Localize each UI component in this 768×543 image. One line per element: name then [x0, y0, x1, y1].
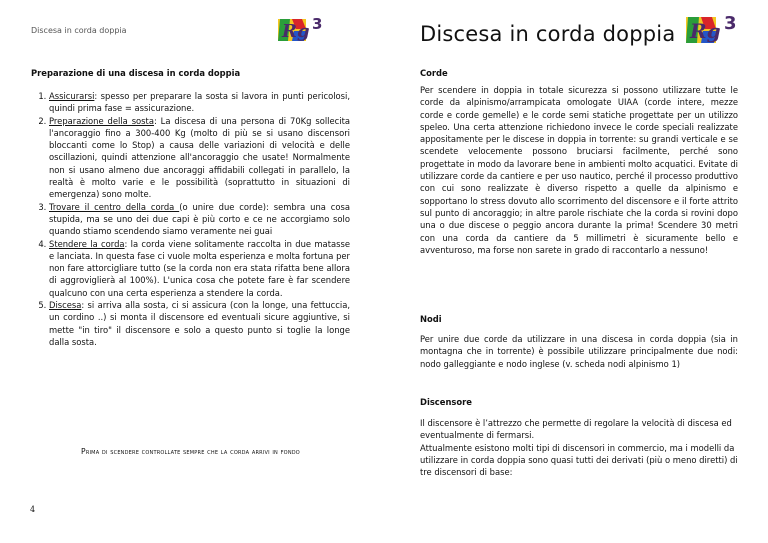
- warning-note: Prima di scendere controllate sempre che la corda arrivi in fondo: [81, 447, 300, 456]
- steps-list: [32, 90, 350, 348]
- logo-number: 3: [724, 13, 737, 34]
- logo-icon: [276, 15, 338, 45]
- svg-text:Rg: Rg: [690, 19, 721, 43]
- step-term: Stendere la corda: [49, 238, 125, 249]
- step-text: : la corda viene solitamente raccolta in due matasse e lanciata. In questa fase ci vuole molta esperienza e molta fortuna per non fare attorcigliare tutto (se la corda non era stata rifatta bene allora di aggroviglierà al 100%). L'unica cosa che potete fare è far scendere qualcuno con una certa esperienza a stendere la corda.: [49, 238, 350, 298]
- steps-block: [32, 90, 350, 348]
- step-term: Assicurarsi: [49, 91, 95, 101]
- logo-number: 3: [312, 15, 323, 33]
- discensore-text-1: Il discensore è l’attrezzo che permette di regolare la velocità di discesa ed eventualmente di fermarsi.: [420, 418, 732, 441]
- corde-text: Per scendere in doppia in totale sicurezza si possono utilizzare tutte le corde da alpinismo/arrampicata omologate UIAA (corde intere, mezze corde e corde gemelle) e le corde semi statiche progettate per un utilizzo speleo. Una certa attenzione richiedono invece le corde speciali realizzate appositamente per le discese in doppia in torrente: su grandi verticale e se scendete velocemente possono bruciarsi facilmente, perché sono progettate in modo da lavorare bene in ambienti molto acquatici. Evitate di utilizzare corde da cantiere e per uso nautico, perché il processo produttivo con cui sono realizzate è diverso rispetto a quelle da alpinismo e sopportano lo stress dovuto allo scorrimento del discensore e il forte attrito sul punto di ancoraggio; in altre parole rischiate che la corda si rovini dopo una o due discese o peggio ancora durante la prima! Scendere 30 metri con una corda da cantiere da 5 millimetri è sicuramente bello e avventuroso, ma forse non sarete in grado di raccontarlo a nessuno!: [420, 85, 738, 255]
- discensore-paragraph: [420, 417, 738, 478]
- step-text: : spesso per preparare la sosta si lavora in punti pericolosi, quindi prima fase = assicurazione.: [49, 91, 350, 114]
- page-number: 4: [30, 505, 36, 514]
- step-text: (o unire due corde): sembra una cosa stupida, ma se uno dei due capi è più corto e ce ne accorgiamo solo quando stiamo scendendo siamo veramente nei guai: [49, 201, 350, 237]
- step-term: Preparazione della sosta: [49, 115, 154, 126]
- left-running-header: Discesa in corda doppia: [31, 26, 127, 35]
- section-title-discensore: Discensore: [420, 397, 472, 407]
- nodi-paragraph: [420, 333, 738, 370]
- step-text: : La discesa di una persona di 70Kg sollecita l'ancoraggio fino a 300-400 Kg (molto di più se si usano discensori bloccanti come lo Stop) a causa delle variazioni di velocità e delle oscillazioni, quindi attenzione all'ancoraggio che usate! Normalmente non si usano almeno due ancoraggi affidabili collegati in parallelo, la realtà è molto varie e le possibilità (soprattutto in situazioni di emergenza) sono molte.: [49, 115, 350, 200]
- step-text: : si arriva alla sosta, ci si assicura (con la longe, una fettuccia, un cordino ..) si monta il discensore ed eventuali sicure aggiuntive, si mette "in tiro" il discensore e solo a questo punto si toglie la longe dalla sosta.: [49, 300, 350, 347]
- step-item: [49, 299, 350, 348]
- step-item: [49, 201, 350, 238]
- logo-icon: [684, 13, 746, 47]
- discensore-text-2: Attualmente esistono molti tipi di discensori in commercio, ma i modelli da utilizzare in corda doppia sono quasi tutti dei derivati (più o meno diretti) di tre discensori di base:: [420, 442, 738, 478]
- section-title-corde: Corde: [420, 68, 448, 78]
- svg-text:Rg: Rg: [282, 21, 310, 42]
- step-term: Trovare il centro della corda: [49, 201, 180, 212]
- step-term: Discesa: [49, 300, 82, 311]
- step-item: [49, 115, 350, 201]
- nodi-text: Per unire due corde da utilizzare in una discesa in corda doppia (sia in montagna che in torrente) è possibile utilizzare principalmente due nodi: nodo galleggiante e nodo inglese (v. scheda nodi alpinismo 1): [420, 334, 738, 369]
- section-title-nodi: Nodi: [420, 314, 442, 324]
- step-item: [49, 90, 350, 115]
- corde-paragraph: [420, 84, 738, 256]
- step-item: [49, 238, 350, 299]
- section-title-preparazione: Preparazione di una discesa in corda doppia: [31, 68, 241, 78]
- right-page-title: Discesa in corda doppia: [420, 22, 676, 46]
